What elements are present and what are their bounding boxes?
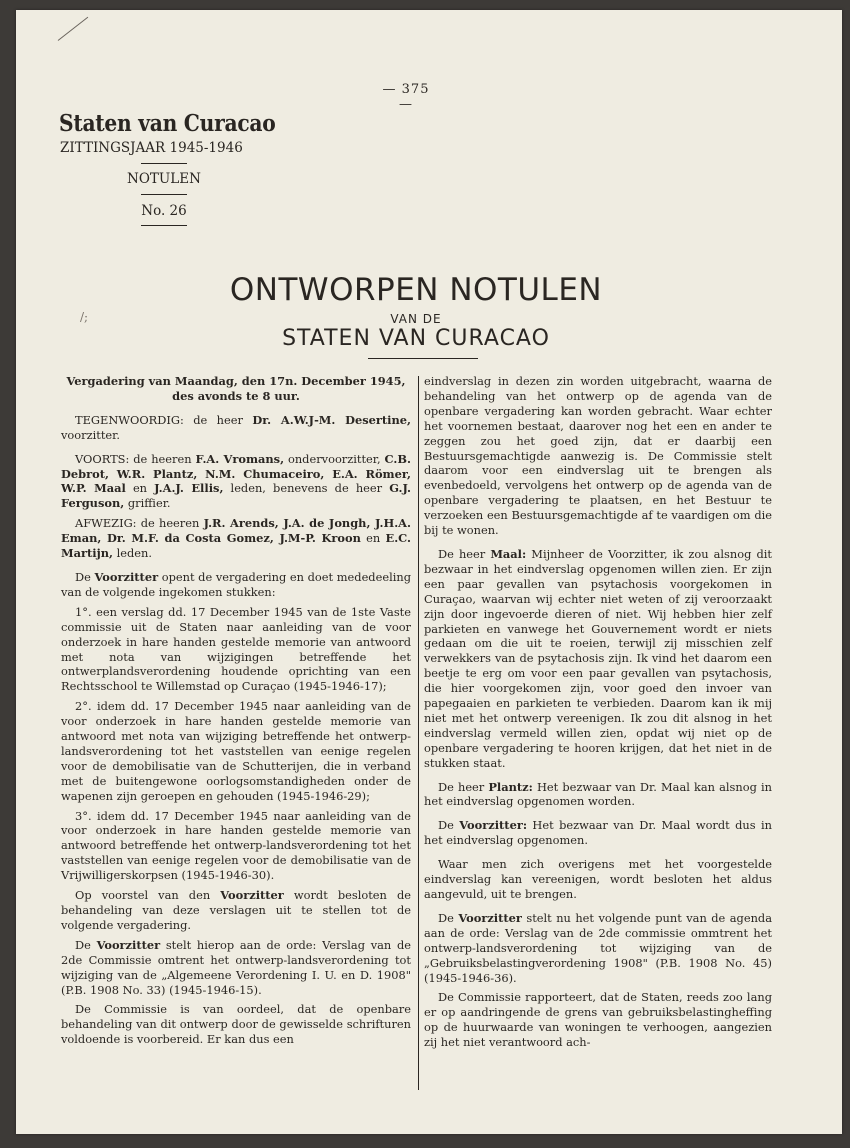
right-column <box>424 374 772 1055</box>
title-van-de: VAN DE <box>390 312 442 326</box>
voorzitter-paragraph: De Voorzitter: Het bezwaar van Dr. Maal wordt dus in het eindverslag opgenomen. <box>424 818 772 848</box>
main-title: ONTWORPEN NOTULEN <box>229 272 603 308</box>
next-agenda-paragraph: De Voorzitter stelt nu het volgende punt van de agenda aan de orde: Verslag van de 2de commissie ommtrent het ontwerp-landsverordening tot wijziging van de „Gebruiksbelastingverordening 1908" (P.B. 1908 No. 45) (1945-1946-36). <box>424 910 772 985</box>
document-page <box>16 10 842 1134</box>
item-3: 3°. idem dd. 17 December 1945 naar aanleiding van de voor onderzoek in hare handen gestelde memorie van antwoord betreffende het ontwerp-landsverordening tot het vaststellen van eenige regelen voor de demobilisatie van de Vrijwilligerskorpsen (1945-1946-30). <box>61 808 411 883</box>
report-paragraph: De Commissie rapporteert, dat de Staten, reeds zoo lang er op aandringende de grens van gebruiksbelastingheffing op de huurwaarde van woningen te verhoogen, aangezien zij het niet verantwoord ach- <box>424 990 772 1050</box>
postpone-paragraph: Op voorstel van den Voorzitter wordt besloten de behandeling van deze verslagen uit te stellen tot de volgende vergadering. <box>61 888 411 932</box>
page-number: — 375 — <box>382 82 430 112</box>
maal-paragraph: De heer Maal: Mijnheer de Voorzitter, ik zou alsnog dit bezwaar in het eindverslag opgenomen willen zien. Er zijn een paar gevallen van psytachosis voorgekomen in Curaçao, waarvan wij echter niet weten of zij veroorzaakt zijn door ingevoerde dieren of niet. Wij hebben hier zelf parkieten en vanwege het Gouvernement wordt er niets gedaan om die uit te roeien, terwijl zij misschien zelf verwekkers van de psytachosis zijn. Ik vind het daarom een beetje te erg om voor een paar gevallen van psytachosis, die hier voorgekomen zijn, voor goed den invoer van papegaaien en parkieten te verbieden. Daarom kan ik mij niet met het ontwerp vereenigen. Ik zou dit alsnog in het eindverslag vermeld willen zien, opdat wij niet op de openbare vergadering te hooren krijgen, dat het niet in de stukken staat. <box>424 546 772 770</box>
notulen-label: NOTULEN <box>127 171 201 187</box>
divider <box>141 163 187 164</box>
continuation-paragraph: eindverslag in dezen zin worden uitgebracht, waarna de behandeling van het ontwerp op de agenda van de openbare vergadering kan worden gebracht. Waar echter het voornemen bestaat, daarover nog het een en ander te zeggen zou het goed zijn, dat er daarbij een Bestuursgemachtigde aanwezig is. De Commissie stelt daarom voor een eindverslag uit te brengen als evenbedoeld, vervolgens het ontwerp op de agenda van de openbare vergadering te plaatsen, en het Bestuur te verzoeken een Bestuursgemachtigde af te vaardigen om die bij te wonen. <box>424 374 772 538</box>
body-name-heading: Staten van Curacao <box>59 110 276 137</box>
left-column <box>61 374 411 1052</box>
agenda-paragraph: De Voorzitter stelt hierop aan de orde: Verslag van de 2de Commissie omtrent het ontwerp-landsverordening tot wijziging van de „Algemeene Verordening I. U. en D. 1908" (P.B. 1908 No. 33) (1945-1946-15). <box>61 937 411 997</box>
column-divider <box>418 376 419 1090</box>
meeting-heading: Vergadering van Maandag, den 17n. December 1945, des avonds te 8 uur. <box>66 374 406 403</box>
divider <box>141 225 187 226</box>
pencil-mark <box>58 17 89 41</box>
commission-paragraph: De Commissie is van oordeel, dat de openbare behandeling van dit ontwerp door de gewisselde schrifturen voldoende is voorbereid. Er kan dus een <box>61 1002 411 1047</box>
voorts-paragraph: VOORTS: de heeren F.A. Vromans, ondervoorzitter, C.B. Debrot, W.R. Plantz, N.M. Chumaceiro, E.A. Römer, W.P. Maal en J.A.J. Ellis, leden, benevens de heer G.J. Ferguson, griffier. <box>61 451 411 511</box>
item-1: 1°. een verslag dd. 17 December 1945 van de 1ste Vaste commissie uit de Staten naar aanleiding van de voor onderzoek in hare handen gestelde memorie van antwoord met nota van wijzigingen betreffende het ontwerplandsverordening houdende oprichting van een Rechtsschool te Willemstad op Curaçao (1945-1946-17); <box>61 604 411 694</box>
margin-annotation: /; <box>80 310 89 324</box>
opening-paragraph: De Voorzitter opent de vergadering en doet mededeeling van de volgende ingekomen stukken: <box>61 569 411 599</box>
title-staten: STATEN VAN CURACAO <box>282 326 550 351</box>
present-paragraph: TEGENWOORDIG: de heer Dr. A.W.J-M. Desertine, voorzitter. <box>61 412 411 442</box>
divider <box>141 194 187 195</box>
session-year: ZITTINGSJAAR 1945-1946 <box>60 140 243 156</box>
issue-number: No. 26 <box>141 203 187 219</box>
item-2: 2°. idem dd. 17 December 1945 naar aanleiding van de voor onderzoek in hare handen gestelde memorie van antwoord met nota van wijziging betreffende het ontwerp-landsverordening tot het vaststellen van eenige regelen voor de demobilisatie van de Schutterijen, die in verband met de buitengewone oorlogsomstandigheden onder de wapenen zijn geroepen en gehouden (1945-1946-29); <box>61 699 411 803</box>
decision-paragraph: Waar men zich overigens met het voorgestelde eindverslag kan vereenigen, wordt besloten het aldus aangevuld, uit te brengen. <box>424 857 772 901</box>
plantz-paragraph: De heer Plantz: Het bezwaar van Dr. Maal kan alsnog in het eindverslag opgenomen worden. <box>424 779 772 809</box>
afwezig-paragraph: AFWEZIG: de heeren J.R. Arends, J.A. de Jongh, J.H.A. Eman, Dr. M.F. da Costa Gomez, J.M-P. Kroon en E.C. Martijn, leden. <box>61 516 411 561</box>
title-divider <box>368 358 478 359</box>
